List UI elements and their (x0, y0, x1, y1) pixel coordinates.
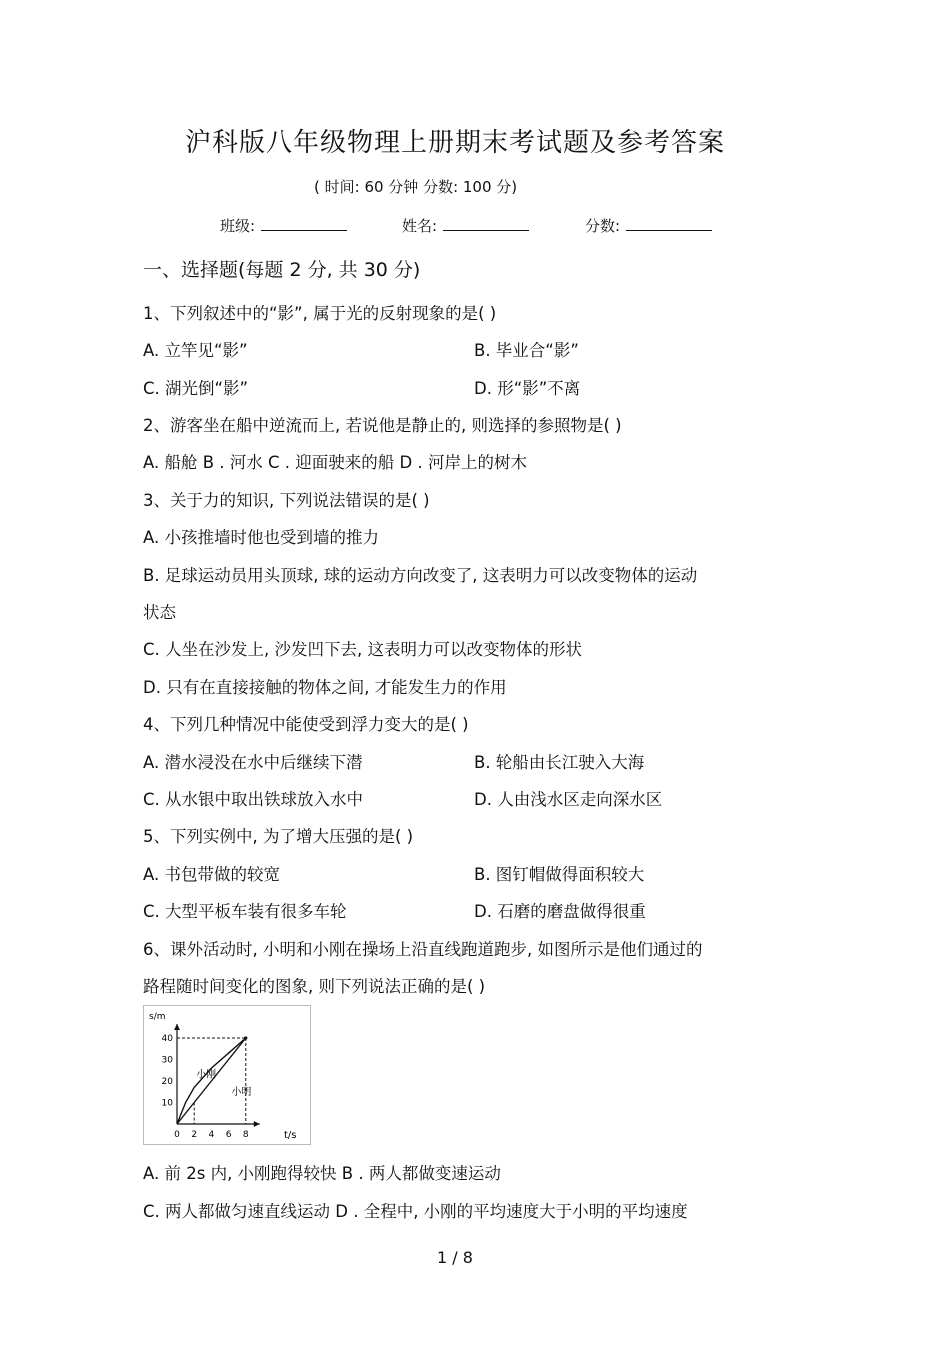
name-label: 姓名: (402, 217, 438, 235)
question-6-options-ab: A. 前 2s 内, 小刚跑得较快 B . 两人都做变速运动 (143, 1164, 501, 1183)
question-6-options-cd: C. 两人都做匀速直线运动 D . 全程中, 小刚的平均速度大于小明的平均速度 (143, 1202, 688, 1221)
question-5-option-c: C. 大型平板车装有很多车轮 (143, 902, 347, 921)
document-title: 沪科版八年级物理上册期末考试题及参考答案 (184, 128, 725, 158)
section-heading: 一、选择题(每题 2 分, 共 30 分) (143, 259, 421, 281)
class-label: 班级: (220, 217, 256, 235)
x-tick-label: 2 (191, 1130, 198, 1140)
question-2-stem: 2、游客坐在船中逆流而上, 若说他是静止的, 则选择的参照物是( ) (143, 416, 622, 435)
question-3-option-a: A. 小孩推墙时他也受到墙的推力 (143, 528, 379, 547)
question-3-option-b: B. 足球运动员用头顶球, 球的运动方向改变了, 这表明力可以改变物体的运动 (143, 566, 698, 585)
score-label: 分数: (585, 217, 621, 235)
y-tick-label: 30 (161, 1055, 173, 1066)
question-3-option-d: D. 只有在直接接触的物体之间, 才能发生力的作用 (143, 678, 507, 697)
question-3-option-b-cont: 状态 (143, 603, 176, 622)
question-6-stem: 6、课外活动时, 小明和小刚在操场上沿直线跑道跑步, 如图所示是他们通过的 (143, 940, 703, 959)
name-field (402, 214, 529, 236)
question-5-option-a: A. 书包带做的较宽 (143, 865, 280, 884)
distance-time-chart (144, 1006, 310, 1144)
series-label-1: 小刚 (196, 1069, 217, 1081)
y-axis-label: s/m (149, 1012, 166, 1022)
class-blank (261, 214, 347, 231)
question-4-option-b: B. 轮船由长江驶入大海 (474, 753, 645, 772)
score-field (585, 214, 712, 236)
exam-info: ( 时间: 60 分钟 分数: 100 分) (314, 178, 518, 196)
x-tick-label: 4 (208, 1130, 215, 1140)
y-tick-label: 10 (161, 1098, 173, 1109)
series-label-2: 小明 (231, 1087, 252, 1098)
question-4-option-a: A. 潜水浸没在水中后继续下潜 (143, 753, 363, 772)
question-1-option-b: B. 毕业合“影” (474, 341, 579, 360)
question-1-stem: 1、下列叙述中的“影”, 属于光的反射现象的是( ) (143, 304, 497, 323)
question-6-stem-cont: 路程随时间变化的图象, 则下列说法正确的是( ) (143, 977, 486, 996)
page-number: 1 / 8 (437, 1248, 473, 1267)
question-1-option-a: A. 立竿见“影” (143, 341, 248, 360)
question-4-option-c: C. 从水银中取出铁球放入水中 (143, 790, 364, 809)
x-axis-arrow (254, 1121, 260, 1127)
question-4-option-d: D. 人由浅水区走向深水区 (474, 790, 663, 809)
y-tick-label: 20 (161, 1077, 173, 1087)
y-axis-arrow (174, 1024, 180, 1030)
x-tick-label: 6 (225, 1130, 232, 1140)
end-point (244, 1036, 247, 1039)
series-line-2 (177, 1038, 246, 1124)
y-tick-label: 40 (161, 1034, 173, 1044)
x-tick-label: 0 (174, 1130, 180, 1140)
question-5-stem: 5、下列实例中, 为了增大压强的是( ) (143, 827, 414, 846)
score-blank (626, 214, 712, 231)
question-1-option-d: D. 形“影”不离 (474, 379, 581, 398)
class-field (220, 214, 347, 236)
question-4-stem: 4、下列几种情况中能使受到浮力变大的是( ) (143, 715, 469, 734)
question-5-option-b: B. 图钉帽做得面积较大 (474, 865, 645, 884)
name-blank (443, 214, 529, 231)
x-tick-label: 8 (242, 1130, 249, 1140)
question-5-option-d: D. 石磨的磨盘做得很重 (474, 902, 646, 921)
x-axis-label: t/s (284, 1130, 297, 1141)
distance-time-graph (143, 1005, 311, 1145)
question-2-options: A. 船舱 B . 河水 C . 迎面驶来的船 D . 河岸上的树木 (143, 453, 527, 472)
question-3-option-c: C. 人坐在沙发上, 沙发凹下去, 这表明力可以改变物体的形状 (143, 640, 582, 659)
question-1-option-c: C. 湖光倒“影” (143, 379, 249, 398)
question-3-stem: 3、关于力的知识, 下列说法错误的是( ) (143, 491, 430, 510)
